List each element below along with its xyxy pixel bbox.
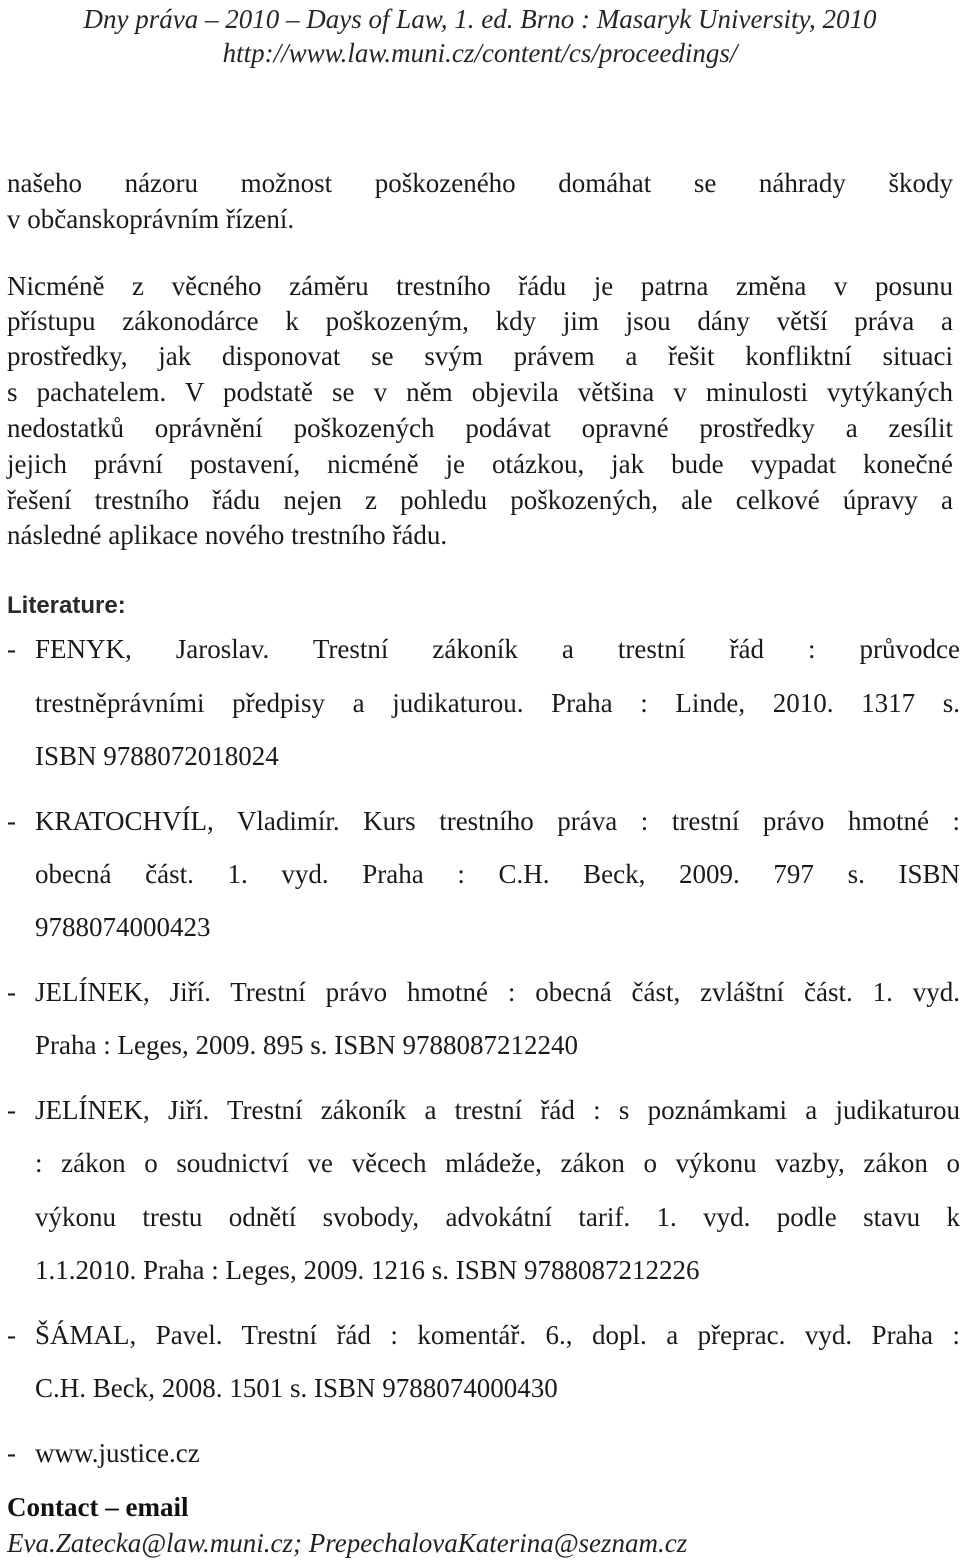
reference-line: ŠÁMAL, Pavel. Trestní řád : komentář. 6., dopl. a přeprac. vyd. Praha : — [35, 1320, 960, 1350]
reference-line: C.H. Beck, 2008. 1501 s. ISBN 9788074000430 — [35, 1373, 558, 1403]
reference-line: obecná část. 1. vyd. Praha : C.H. Beck, 2009. 797 s. ISBN — [35, 859, 960, 889]
reference-line: KRATOCHVÍL, Vladimír. Kurs trestního práva : trestní právo hmotné : — [35, 806, 960, 836]
list-bullet-dash: - — [7, 1438, 16, 1468]
literature-heading: Literature: — [7, 592, 126, 619]
list-bullet-dash: - — [7, 977, 16, 1007]
text-line: našeho názoru možnost poškozeného domáhat se náhrady škody — [7, 168, 953, 198]
reference-line: JELÍNEK, Jiří. Trestní právo hmotné : obecná část, zvláštní část. 1. vyd. — [35, 977, 960, 1007]
list-bullet-dash: - — [7, 806, 16, 836]
reference-link-justice[interactable]: www.justice.cz — [35, 1438, 200, 1468]
text-line: řešení trestního řádu nejen z pohledu poškozených, ale celkové úpravy a — [7, 485, 953, 515]
reference-line: 1.1.2010. Praha : Leges, 2009. 1216 s. ISBN 9788087212226 — [35, 1255, 700, 1285]
text-line: s pachatelem. V podstatě se v něm objevila většina v minulosti vytýkaných — [7, 377, 953, 407]
text-line: nedostatků oprávnění poškozených podávat opravné prostředky a zesílit — [7, 413, 953, 443]
reference-line: JELÍNEK, Jiří. Trestní zákoník a trestní řád : s poznámkami a judikaturou — [35, 1095, 960, 1125]
reference-line: Praha : Leges, 2009. 895 s. ISBN 9788087212240 — [35, 1030, 578, 1060]
reference-line: výkonu trestu odnětí svobody, advokátní tarif. 1. vyd. podle stavu k — [35, 1202, 960, 1232]
running-header-title: Dny práva – 2010 – Days of Law, 1. ed. Brno : Masaryk University, 2010 — [83, 4, 877, 34]
list-bullet-dash: - — [7, 1320, 16, 1350]
contact-heading: Contact – email — [7, 1492, 189, 1522]
text-line: přístupu zákonodárce k poškozeným, kdy jim jsou dány větší práva a — [7, 306, 953, 336]
text-line: následné aplikace nového trestního řádu. — [7, 520, 448, 550]
reference-line: trestněprávními předpisy a judikaturou. Praha : Linde, 2010. 1317 s. — [35, 688, 960, 718]
reference-line: 9788074000423 — [35, 912, 211, 942]
list-bullet-dash: - — [7, 634, 16, 664]
reference-line: ISBN 9788072018024 — [35, 741, 279, 771]
list-bullet-dash: - — [7, 1095, 16, 1125]
reference-line: : zákon o soudnictví ve věcech mládeže, zákon o výkonu vazby, zákon o — [35, 1148, 960, 1178]
text-line: Nicméně z věcného záměru trestního řádu je patrna změna v posunu — [7, 271, 953, 301]
running-header-url: http://www.law.muni.cz/content/cs/proceedings/ — [222, 38, 738, 68]
text-line: v občanskoprávním řízení. — [7, 204, 295, 234]
text-line: prostředky, jak disponovat se svým právem a řešit konfliktní situaci — [7, 341, 953, 371]
reference-line: FENYK, Jaroslav. Trestní zákoník a trestní řád : průvodce — [35, 634, 960, 664]
contact-emails[interactable]: Eva.Zatecka@law.muni.cz; PrepechalovaKaterina@seznam.cz — [7, 1528, 688, 1558]
text-line: jejich právní postavení, nicméně je otázkou, jak bude vypadat konečné — [7, 449, 953, 479]
